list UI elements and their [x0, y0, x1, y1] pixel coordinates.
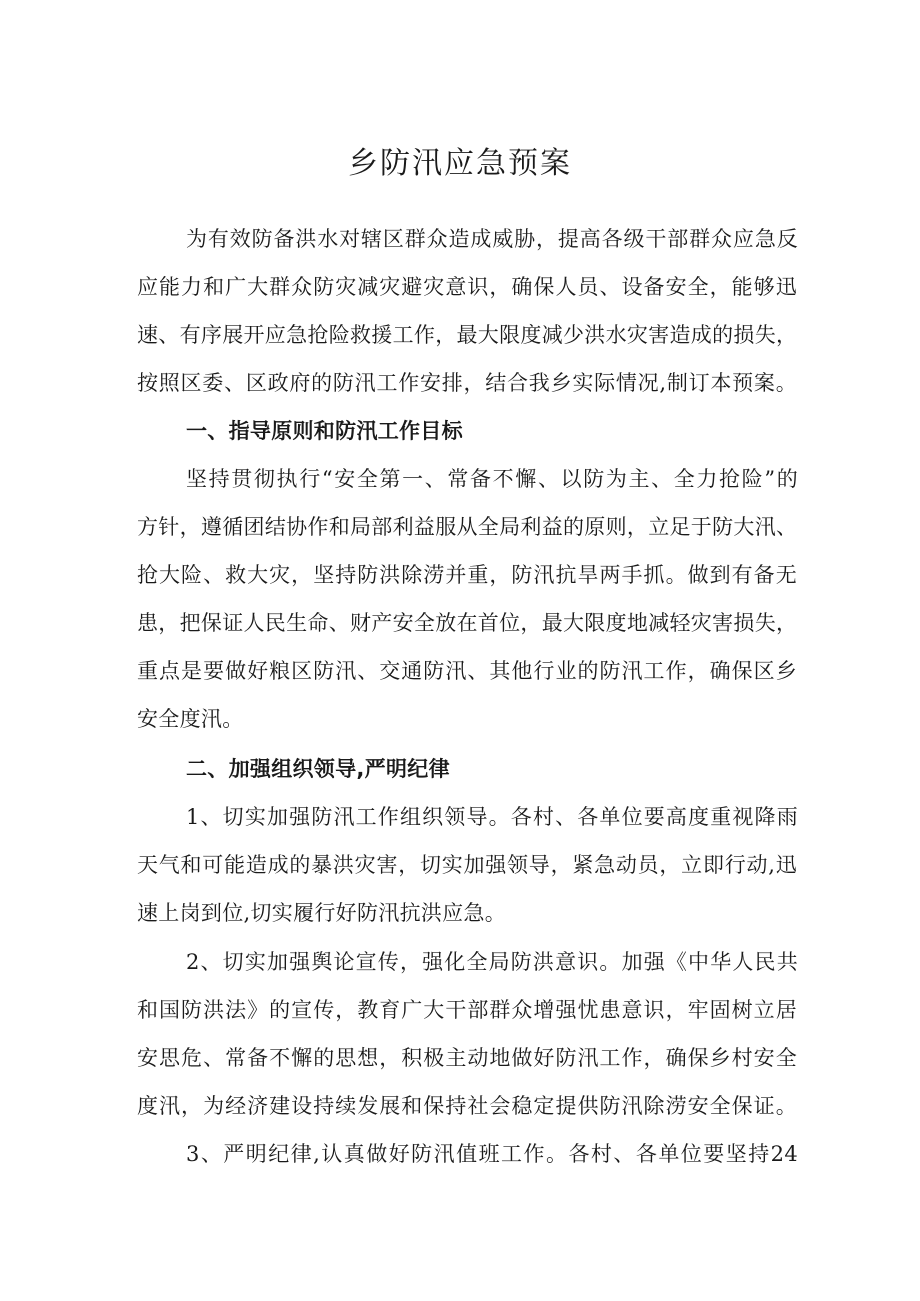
intro-line-4: 按照区委、区政府的防汛工作安排，结合我乡实际情况,制订本预案。: [137, 371, 797, 395]
intro-line-1: 为有效防备洪水对辖区群众造成威胁，提高各级干部群众应急反: [186, 227, 798, 251]
section-1-line-4: 患，把保证人民生命、财产安全放在首位，最大限度地减轻灾害损失，: [137, 611, 798, 635]
page-title: 乡防汛应急预案: [348, 146, 572, 181]
section-1-line-2: 方针，遵循团结协作和局部利益服从全局利益的原则，立足于防大汛、: [137, 515, 798, 539]
section-2-heading: 二、加强组织领导,严明纪律: [186, 757, 450, 781]
item-1-line-3: 速上岗到位,切实履行好防汛抗洪应急。: [137, 901, 507, 925]
section-1-line-6: 安全度汛。: [137, 707, 244, 731]
item-2-line-2: 和国防洪法》的宣传，教育广大干部群众增强忧患意识，牢固树立居: [137, 998, 797, 1022]
item-2-line-3: 安思危、常备不懈的思想，积极主动地做好防汛工作，确保乡村安全: [137, 1046, 797, 1070]
item-2-line-1: 2、切实加强舆论宣传，强化全局防洪意识。加强《中华人民共: [186, 950, 798, 974]
item-1-line-2: 天气和可能造成的暴洪灾害，切实加强领导，紧急动员，立即行动,迅: [137, 853, 797, 877]
section-1-line-3: 抢大险、救大灾，坚持防洪除涝并重，防汛抗旱两手抓。做到有备无: [137, 563, 797, 587]
item-2-line-4: 度汛，为经济建设持续发展和保持社会稳定提供防汛除涝安全保证。: [137, 1094, 797, 1118]
intro-line-3: 速、有序展开应急抢险救援工作，最大限度减少洪水灾害造成的损失，: [137, 323, 798, 347]
section-1-heading: 一、指导原则和防汛工作目标: [186, 419, 463, 443]
section-1-line-5: 重点是要做好粮区防汛、交通防汛、其他行业的防汛工作，确保区乡: [137, 659, 797, 683]
intro-line-2: 应能力和广大群众防灾减灾避灾意识，确保人员、设备安全，能够迅: [137, 275, 797, 299]
section-1-line-1: 坚持贯彻执行“安全第一、常备不懈、以防为主、全力抢险”的: [186, 467, 798, 491]
item-1-line-1: 1、切实加强防汛工作组织领导。各村、各单位要高度重视降雨: [186, 805, 798, 829]
item-3-line-1: 3、严明纪律,认真做好防汛值班工作。各村、各单位要坚持24: [186, 1142, 798, 1166]
